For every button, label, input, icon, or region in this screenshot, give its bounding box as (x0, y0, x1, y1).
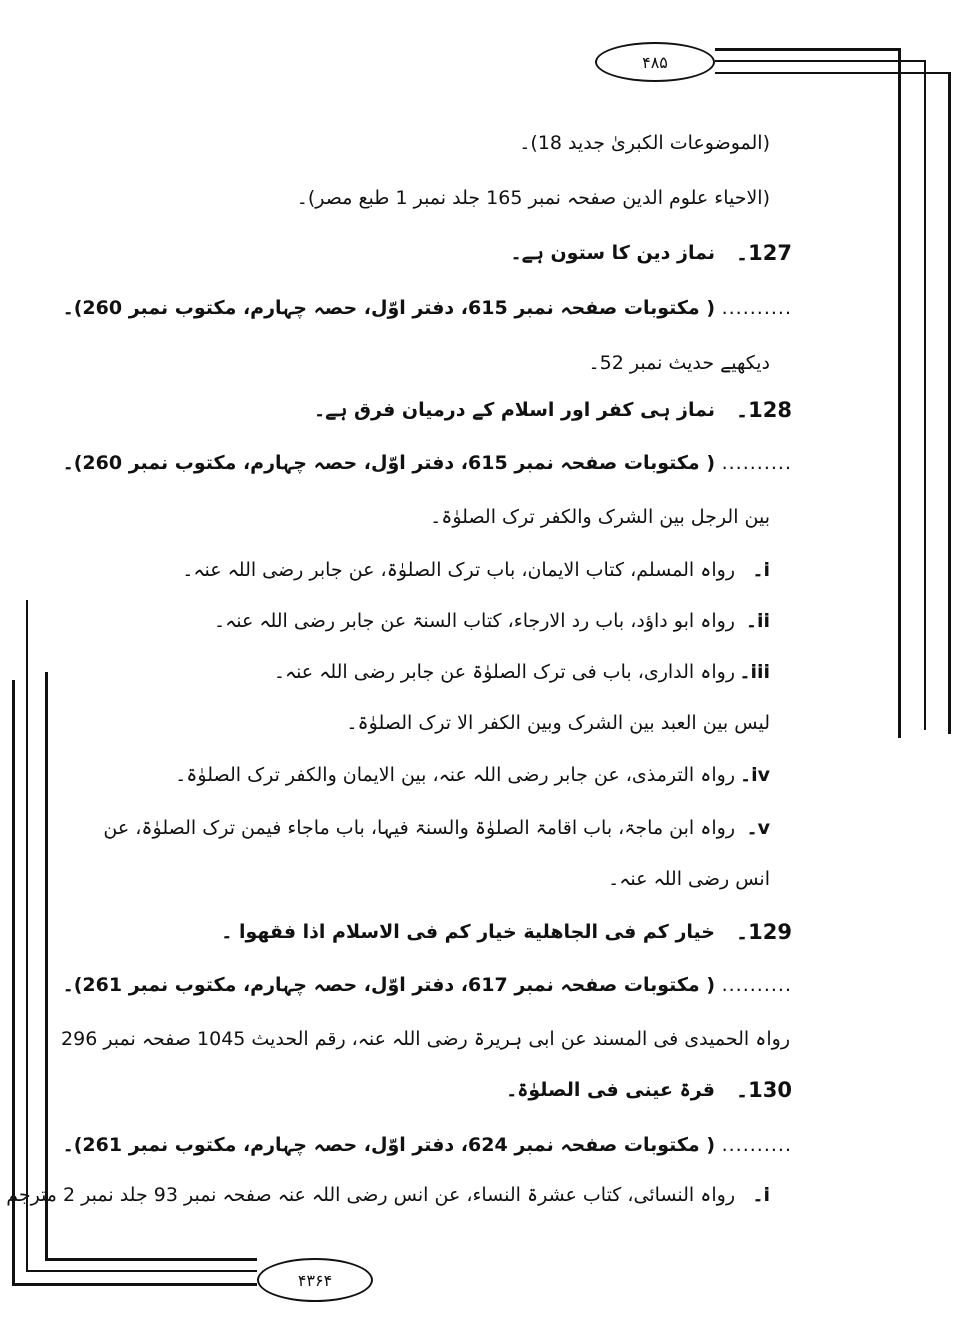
line-text: ( مکتوبات صفحہ نمبر 617، دفتر اوّل، حصہ چہارم، مکتوب نمبر 261)۔ (62, 974, 715, 996)
line-text: قرۃ عینی فی الصلوٰۃ۔ (506, 1079, 715, 1101)
frame-left-line-2 (26, 600, 28, 1272)
line-text: (الاحیاء علوم الدین صفحہ نمبر 165 جلد نمبر 1 طبع مصر)۔ (296, 187, 770, 209)
frame-bottom-line-2 (26, 1270, 257, 1272)
line-text: رواہ الترمذی، عن جابر رضی اللہ عنہ، بین الایمان والکفر ترک الصلوٰۃ۔ (175, 764, 735, 786)
frame-left-line-3 (45, 672, 48, 1260)
frame-top-line-1 (715, 48, 900, 51)
dotted-leader: .......... (721, 974, 792, 996)
hadith-number: 127۔ (735, 241, 792, 265)
line-text: ( مکتوبات صفحہ نمبر 615، دفتر اوّل، حصہ چہارم، مکتوب نمبر 260)۔ (62, 297, 715, 319)
frame-bottom-line-3 (45, 1258, 257, 1261)
line-text: انس رضی اللہ عنہ۔ (608, 868, 770, 890)
frame-right-line-3 (948, 72, 951, 734)
frame-top-line-2 (715, 60, 925, 62)
reference-marker: v۔ (746, 817, 770, 839)
line-text: رواہ الداری، باب فی ترک الصلوٰۃ عن جابر رضی اللہ عنہ۔ (273, 661, 735, 683)
reference-marker: i۔ (752, 1184, 770, 1206)
dotted-leader: .......... (721, 297, 792, 319)
hadith-number: 130۔ (735, 1078, 792, 1102)
line-text: دیکھیے حدیث نمبر 52۔ (588, 352, 770, 374)
line-text: رواہ المسلم، کتاب الایمان، باب ترک الصلوٰۃ، عن جابر رضی اللہ عنہ۔ (182, 559, 735, 581)
line-text: رواہ ابن ماجۃ، باب اقامۃ الصلوٰۃ والسنۃ فیہا، باب ماجاء فیمن ترک الصلوٰۃ، عن (103, 817, 735, 839)
line-text: رواہ ابو داؤد، باب رد الارجاء، کتاب السنۃ عن جابر رضی اللہ عنہ۔ (213, 610, 735, 632)
line-text: رواہ الحمیدی فی المسند عن ابی ہریرۃ رضی اللہ عنہ، رقم الحدیث 1045 صفحہ نمبر 296 (61, 1028, 790, 1050)
line-text: (الموضوعات الکبریٰ جدید 18)۔ (519, 132, 770, 154)
line-text: نماز ہی کفر اور اسلام کے درمیان فرق ہے۔ (314, 399, 715, 421)
line-text: ( مکتوبات صفحہ نمبر 615، دفتر اوّل، حصہ چہارم، مکتوب نمبر 260)۔ (62, 452, 715, 474)
frame-right-line-2 (924, 60, 926, 730)
reference-marker: ii۔ (745, 610, 770, 632)
reference-marker: i۔ (752, 559, 770, 581)
frame-bottom-line-1 (12, 1283, 257, 1286)
frame-right-line-1 (898, 48, 901, 738)
dotted-leader: .......... (721, 1134, 792, 1156)
hadith-number: 129۔ (735, 920, 792, 944)
line-text: بین الرجل بین الشرک والکفر ترک الصلوٰۃ۔ (430, 506, 770, 528)
line-text: رواہ النسائی، کتاب عشرۃ النساء، عن انس رضی اللہ عنہ صفحہ نمبر 93 جلد نمبر 2 مترجم (6, 1184, 735, 1206)
frame-top-line-3 (715, 72, 950, 74)
line-text: ( مکتوبات صفحہ نمبر 624، دفتر اوّل، حصہ چہارم، مکتوب نمبر 261)۔ (62, 1134, 715, 1156)
footer-page-number: ۴۳۶۴ (257, 1258, 373, 1302)
reference-marker: iii۔ (739, 661, 770, 683)
line-text: لیس بین العبد بین الشرک وبین الکفر الا ترک الصلوٰۃ۔ (346, 712, 770, 734)
reference-marker: iv۔ (739, 764, 770, 786)
dotted-leader: .......... (721, 452, 792, 474)
line-text: خیار کم فی الجاهلیة خیار کم فی الاسلام اذا فقهوا ۔ (221, 921, 715, 943)
header-page-number: ۴۸۵ (595, 42, 715, 82)
hadith-number: 128۔ (735, 398, 792, 422)
line-text: نماز دین کا ستون ہے۔ (510, 242, 715, 264)
